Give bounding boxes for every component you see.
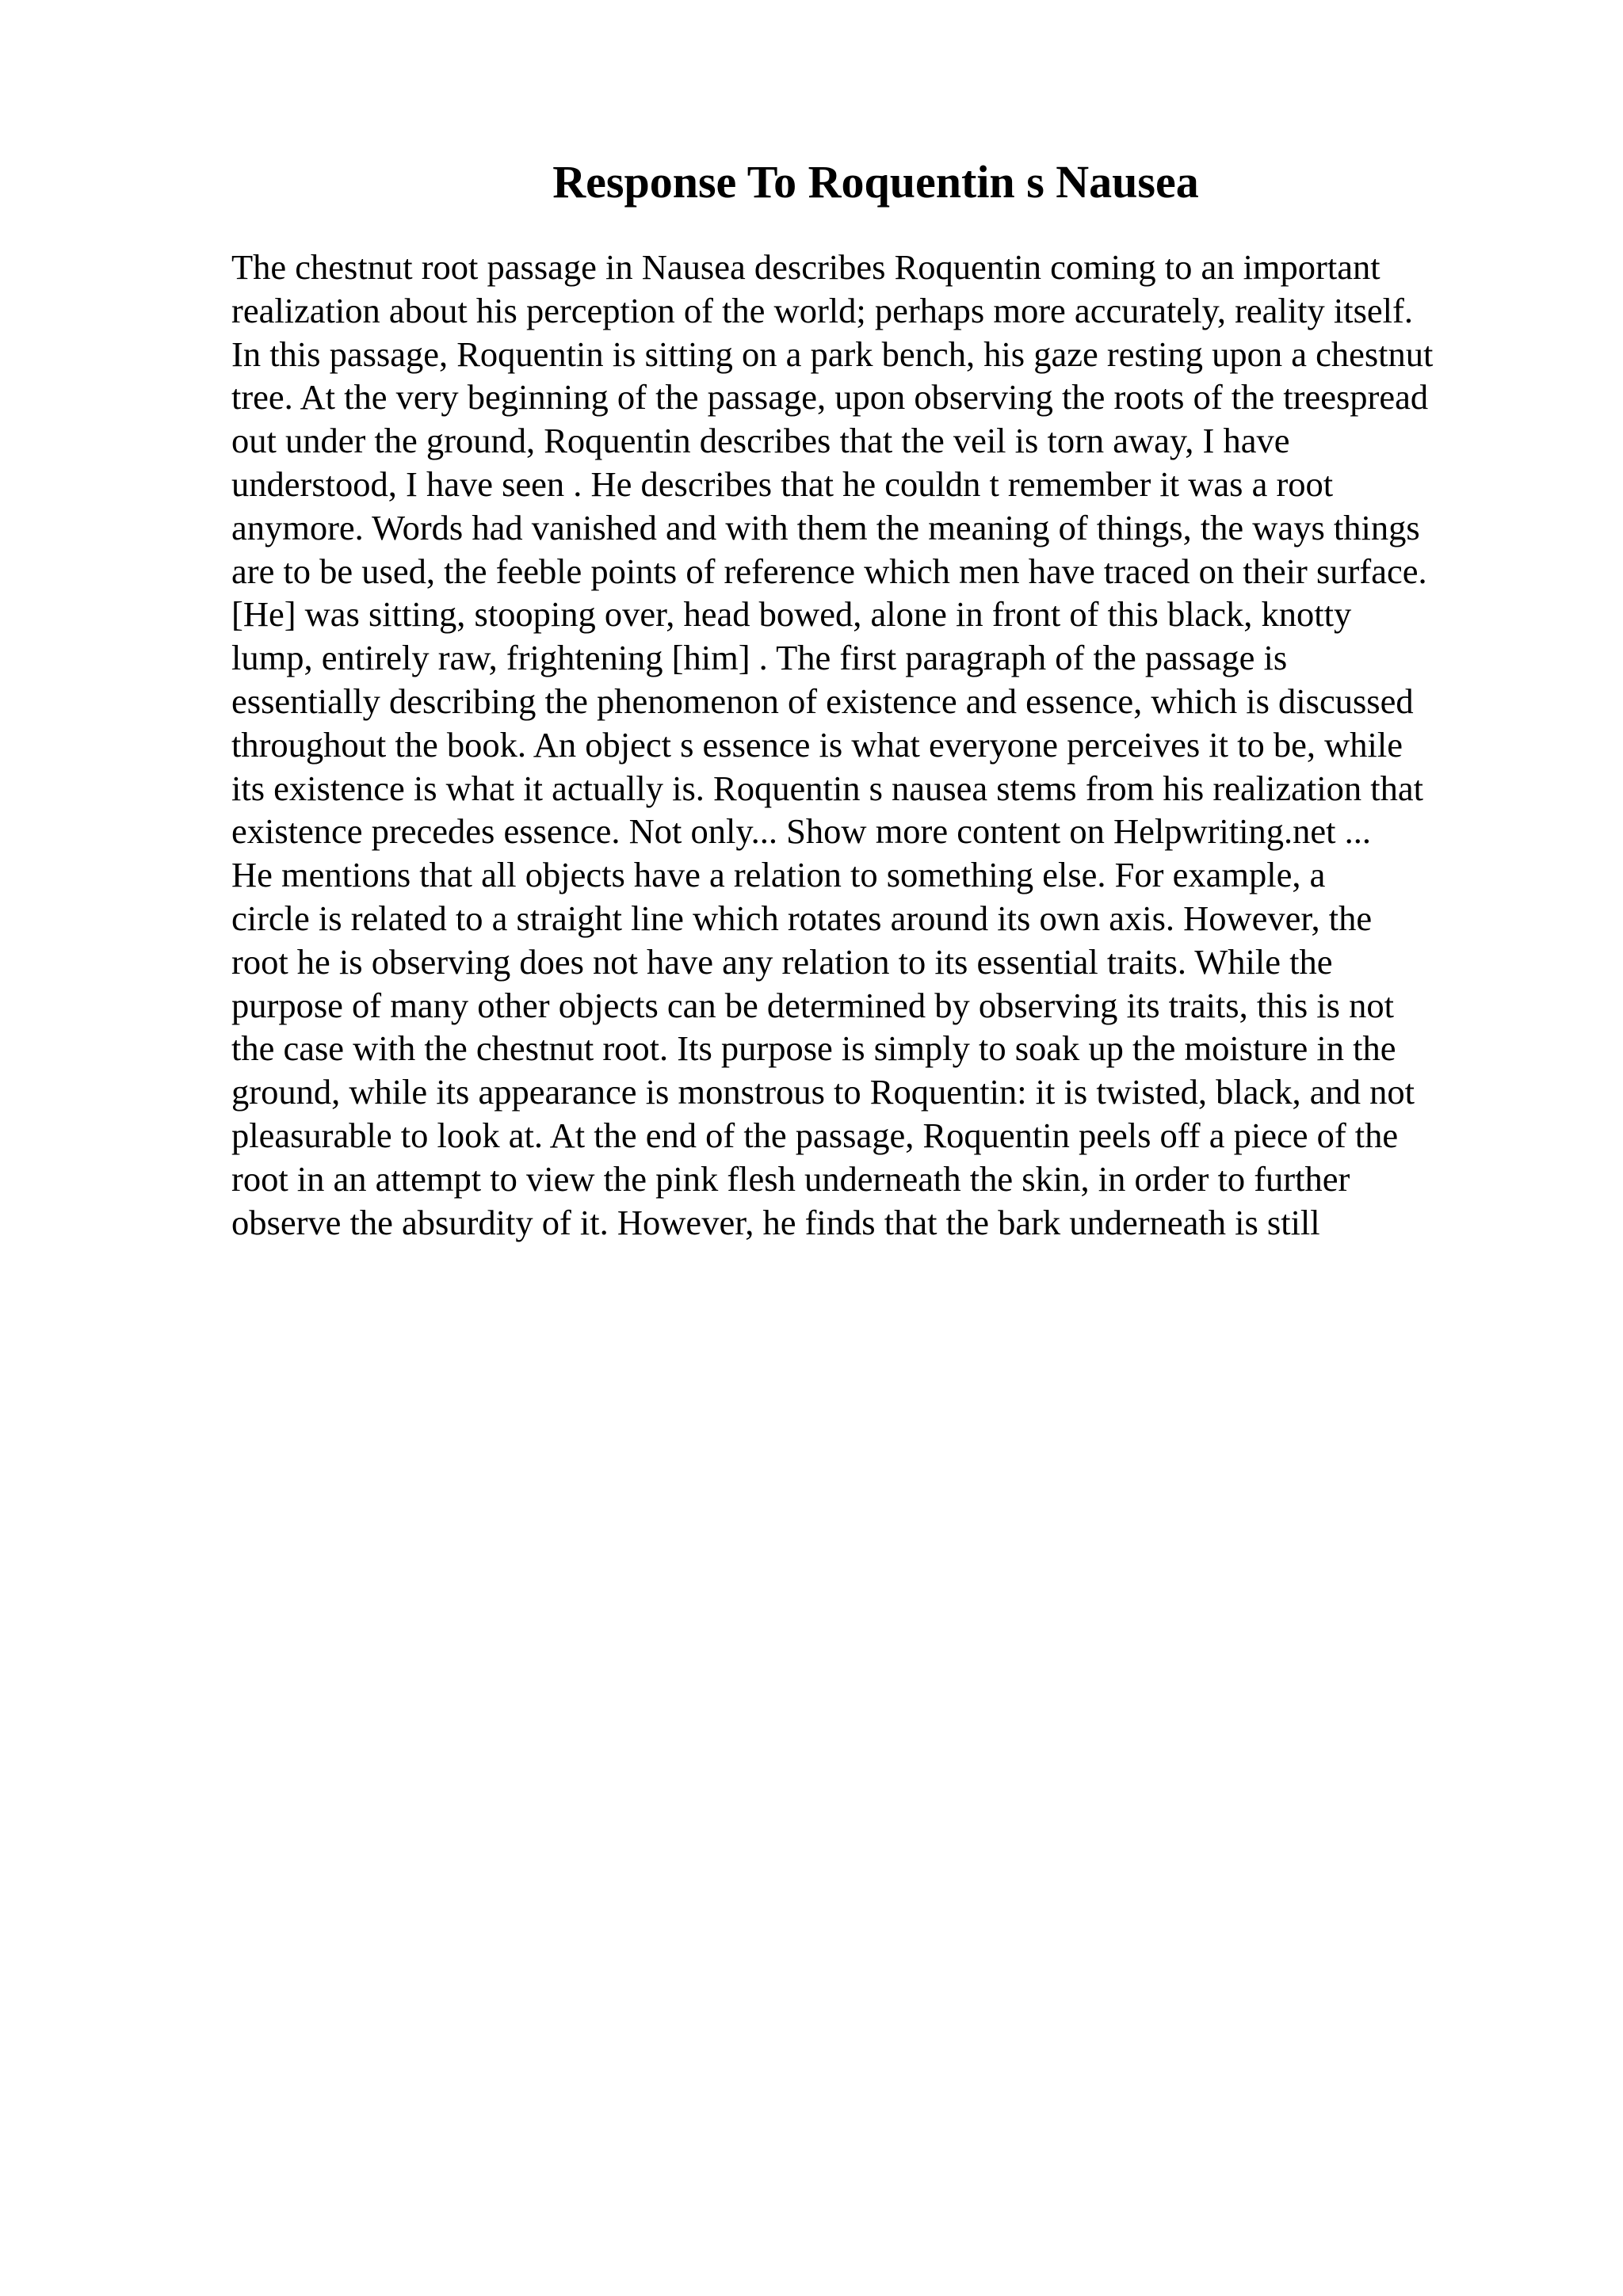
body-line: essentially describing the phenomenon of existence and essence, which is discussed: [231, 681, 1414, 721]
body-line: existence precedes essence. Not only... Show more content on Helpwriting.net ...: [231, 811, 1372, 852]
body-line: ground, while its appearance is monstrous to Roquentin: it is twisted, black, and not: [231, 1072, 1415, 1112]
body-line: realization about his perception of the world; perhaps more accurately, reality itself.: [231, 290, 1413, 330]
body-line: throughout the book. An object s essence is what everyone perceives it to be, while: [231, 724, 1403, 765]
body-line: its existence is what it actually is. Roquentin s nausea stems from his realization that: [231, 768, 1424, 808]
body-line: root he is observing does not have any relation to its essential traits. While the: [231, 941, 1333, 982]
body-line: circle is related to a straight line which rotates around its own axis. However, the: [231, 898, 1373, 938]
body-line: In this passage, Roquentin is sitting on a park bench, his gaze resting upon a chestnut: [231, 334, 1434, 374]
body-line: root in an attempt to view the pink flesh underneath the skin, in order to further: [231, 1158, 1350, 1199]
body-line: are to be used, the feeble points of reference which men have traced on their surface.: [231, 551, 1427, 591]
body-line: lump, entirely raw, frightening [him] . The first paragraph of the passage is: [231, 638, 1288, 678]
body-line: purpose of many other objects can be determined by observing its traits, this is not: [231, 985, 1394, 1025]
document-title: Response To Roquentin s Nausea: [552, 156, 1199, 208]
body-line: understood, I have seen . He describes that he couldn t remember it was a root: [231, 463, 1334, 504]
document-body: [231, 246, 1594, 1244]
body-line: pleasurable to look at. At the end of the passage, Roquentin peels off a piece of the: [231, 1115, 1399, 1155]
body-line: out under the ground, Roquentin describes that the veil is torn away, I have: [231, 421, 1290, 461]
body-line: The chestnut root passage in Nausea describes Roquentin coming to an important: [231, 247, 1381, 287]
body-line: the case with the chestnut root. Its purpose is simply to soak up the moisture in the: [231, 1028, 1396, 1069]
body-line: He mentions that all objects have a relation to something else. For example, a: [231, 855, 1326, 895]
body-line: observe the absurdity of it. However, he finds that the bark underneath is still: [231, 1202, 1320, 1242]
body-line: anymore. Words had vanished and with them the meaning of things, the ways things: [231, 507, 1420, 547]
body-line: tree. At the very beginning of the passage, upon observing the roots of the treespread: [231, 377, 1429, 418]
body-line: [He] was sitting, stooping over, head bowed, alone in front of this black, knotty: [231, 594, 1352, 635]
